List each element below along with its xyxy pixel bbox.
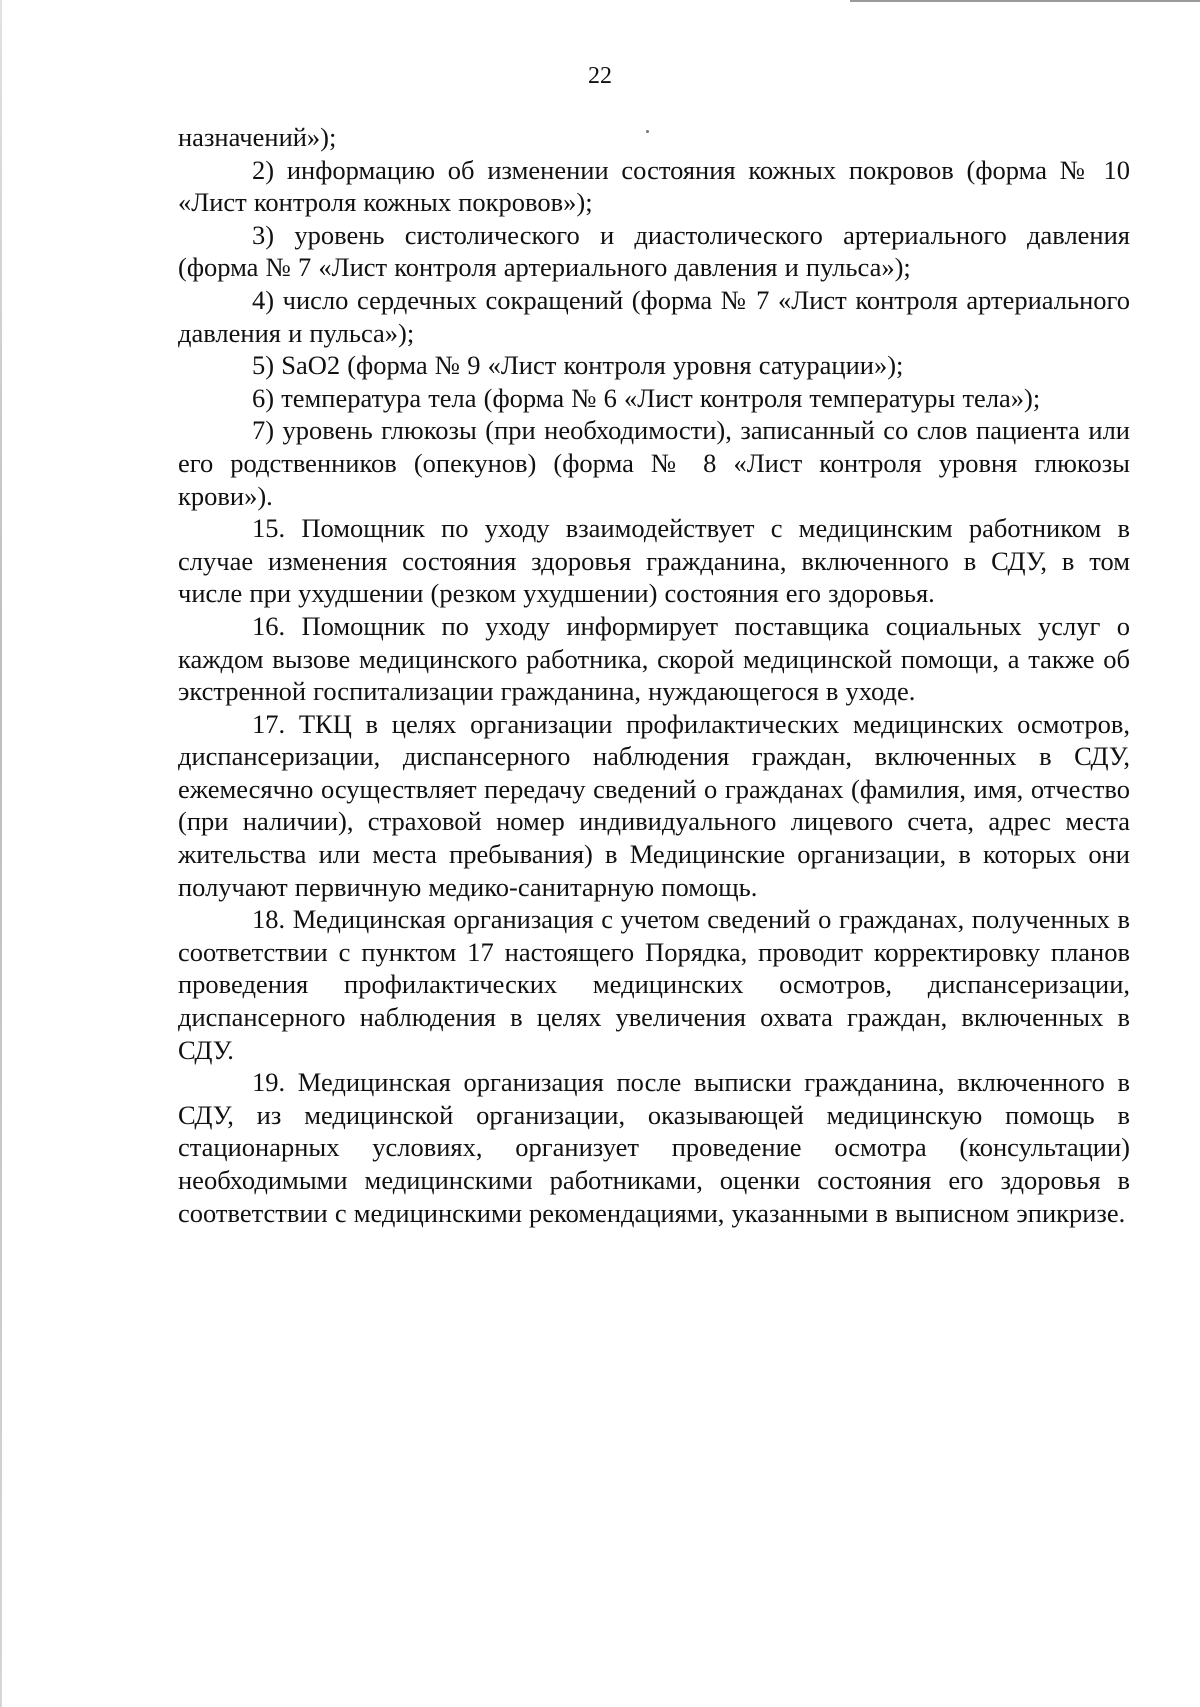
- paragraph-continuation: назначений»);: [178, 122, 337, 152]
- list-item-4: 4) число сердечных сокращений (форма № 7 «Лист контроля артериального давления и пульса»);: [178, 284, 1130, 348]
- page-number: 22: [588, 63, 612, 89]
- list-item-6: 6) температура тела (форма № 6 «Лист контроля температуры тела»);: [252, 382, 1041, 413]
- list-item-2: 2) информацию об изменении состояния кожных покровов (форма № 10 «Лист контроля кожных покровов»);: [178, 154, 1130, 218]
- clause-15: 15. Помощник по уходу взаимодействует с медицинским работником в случае изменения состояния здоровья гражданина, включенного в СДУ, в том числе при ухудшении (резком ухудшении) состояния его здоровья.: [178, 513, 1130, 609]
- clause-18: 18. Медицинская организация с учетом сведений о гражданах, полученных в соответствии с пунктом 17 настоящего Порядка, проводит корректировку планов проведения профилактических медицинских осмотров, диспансеризации, диспансерного наблюдения в целях увеличения охвата граждан, включенных в СДУ.: [178, 904, 1130, 1065]
- list-item-3: 3) уровень систолического и диастолического артериального давления (форма № 7 «Лист контроля артериального давления и пульса»);: [178, 219, 1130, 283]
- list-item-5: 5) SaO2 (форма № 9 «Лист контроля уровня сатурации»);: [252, 350, 904, 381]
- clause-17: 17. ТКЦ в целях организации профилактических медицинских осмотров, диспансеризации, диспансерного наблюдения граждан, включенных в СДУ, ежемесячно осуществляет передачу сведений о гражданах (фамилия, имя, отчество (при наличии), страховой номер индивидуального лицевого счета, адрес места жительства или места пребывания) в Медицинские организации, в которых они получают первичную медико-санитарную помощь.: [178, 708, 1130, 902]
- clause-19: 19. Медицинская организация после выписки гражданина, включенного в СДУ, из медицинской организации, оказывающей медицинскую помощь в стационарных условиях, организует проведение осмотра (консультации) необходимыми медицинскими работниками, оценки состояния его здоровья в соответствии с медицинскими рекомендациями, указанными в выписном эпикризе.: [178, 1067, 1130, 1228]
- clause-16: 16. Помощник по уходу информирует поставщика социальных услуг о каждом вызове медицинского работника, скорой медицинской помощи, а также об экстренной госпитализации гражданина, нуждающегося в уходе.: [178, 610, 1130, 707]
- list-item-7: 7) уровень глюкозы (при необходимости), записанный со слов пациента или его родственников (опекунов) (форма № 8 «Лист контроля уровня глюкозы крови»).: [178, 415, 1130, 511]
- document-body: [178, 121, 1130, 1229]
- scan-top-edge: [850, 0, 1200, 2]
- scan-left-edge: [0, 0, 2, 1707]
